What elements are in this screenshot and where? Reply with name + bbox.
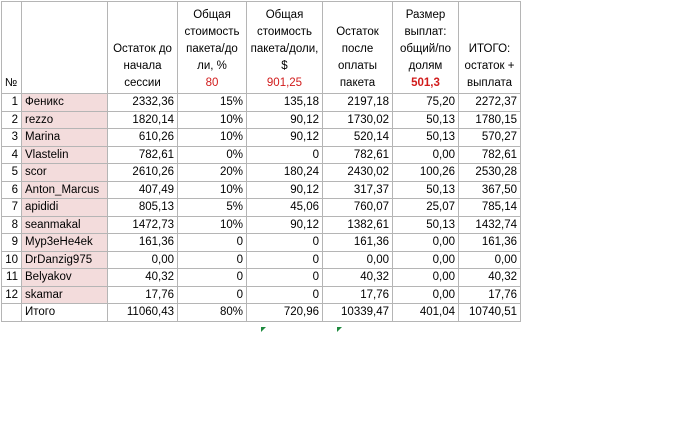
cell-share-percent[interactable]: 0 (178, 286, 247, 304)
cell-payout[interactable]: 0,00 (393, 269, 459, 287)
spreadsheet-table (1, 1, 521, 322)
header-payout[interactable] (393, 2, 459, 94)
cell-share-cost[interactable]: 90,12 (247, 129, 323, 147)
header-share-cost[interactable] (247, 2, 323, 94)
header-number[interactable]: № (2, 2, 22, 94)
header-share-cost-value: 901,25 (266, 77, 303, 89)
total-payout[interactable]: 401,04 (393, 304, 459, 322)
header-share-percent-value: 80 (205, 77, 219, 89)
cell-share-cost[interactable]: 90,12 (247, 216, 323, 234)
total-share-percent[interactable]: 80% (178, 304, 247, 322)
cell-number[interactable]: 2 (2, 111, 22, 129)
cell-number[interactable]: 10 (2, 251, 22, 269)
table-row (2, 164, 521, 182)
cell-payout[interactable]: 0,00 (393, 251, 459, 269)
cell-name[interactable]: Marina (22, 129, 108, 147)
cell-payout[interactable]: 50,13 (393, 129, 459, 147)
cell-balance-before[interactable]: 610,26 (108, 129, 178, 147)
cell-number[interactable] (2, 304, 22, 322)
header-balance-before[interactable]: Остаток до начала сессии (108, 2, 178, 94)
header-row (2, 2, 521, 94)
cell-payout[interactable]: 0,00 (393, 146, 459, 164)
cell-total[interactable]: 17,76 (459, 286, 521, 304)
cell-total[interactable]: 570,27 (459, 129, 521, 147)
cell-balance-before[interactable]: 1820,14 (108, 111, 178, 129)
cell-balance-before[interactable]: 2332,36 (108, 94, 178, 112)
cell-name[interactable]: DrDanzig975 (22, 251, 108, 269)
cell-share-cost[interactable]: 90,12 (247, 181, 323, 199)
cell-name[interactable]: skamar (22, 286, 108, 304)
cell-payout[interactable]: 0,00 (393, 286, 459, 304)
table-row (2, 216, 521, 234)
cell-number[interactable]: 6 (2, 181, 22, 199)
table-row (2, 234, 521, 252)
cell-share-percent[interactable]: 15% (178, 94, 247, 112)
table-row (2, 199, 521, 217)
cell-share-cost[interactable]: 135,18 (247, 94, 323, 112)
cell-total[interactable]: 367,50 (459, 181, 521, 199)
cell-number[interactable]: 9 (2, 234, 22, 252)
header-name[interactable] (22, 2, 108, 94)
total-total[interactable]: 10740,51 (459, 304, 521, 322)
table-row (2, 251, 521, 269)
cell-balance-after[interactable]: 2197,18 (323, 94, 393, 112)
cell-balance-after[interactable]: 317,37 (323, 181, 393, 199)
cell-share-cost[interactable]: 180,24 (247, 164, 323, 182)
cell-name[interactable]: Anton_Marcus (22, 181, 108, 199)
cell-balance-before[interactable]: 407,49 (108, 181, 178, 199)
cell-total[interactable]: 785,14 (459, 199, 521, 217)
cell-balance-after[interactable]: 1730,02 (323, 111, 393, 129)
cell-number[interactable]: 12 (2, 286, 22, 304)
table-row (2, 181, 521, 199)
cell-balance-after[interactable]: 1382,61 (323, 216, 393, 234)
cell-number[interactable]: 11 (2, 269, 22, 287)
header-share-cost-label: Общая стоимость пакета/доли, $ (250, 9, 319, 72)
cell-payout[interactable]: 0,00 (393, 234, 459, 252)
cell-total[interactable]: 2530,28 (459, 164, 521, 182)
cell-number[interactable]: 7 (2, 199, 22, 217)
cell-balance-after[interactable]: 2430,02 (323, 164, 393, 182)
header-share-percent[interactable] (178, 2, 247, 94)
cell-share-cost[interactable]: 0 (247, 234, 323, 252)
cell-total[interactable]: 1432,74 (459, 216, 521, 234)
cell-name[interactable]: seanmakal (22, 216, 108, 234)
table-row (2, 146, 521, 164)
cell-balance-before[interactable]: 1472,73 (108, 216, 178, 234)
cell-share-percent[interactable]: 10% (178, 181, 247, 199)
cell-payout[interactable]: 50,13 (393, 111, 459, 129)
cell-balance-before[interactable]: 17,76 (108, 286, 178, 304)
cell-share-percent[interactable]: 10% (178, 111, 247, 129)
cell-share-percent[interactable]: 0 (178, 234, 247, 252)
header-payout-label: Размер выплат: общий/по долям (399, 9, 452, 72)
cell-share-cost[interactable]: 0 (247, 251, 323, 269)
cell-payout[interactable]: 50,13 (393, 216, 459, 234)
table-row (2, 111, 521, 129)
total-row (2, 304, 521, 322)
cell-total[interactable]: 161,36 (459, 234, 521, 252)
cell-balance-before[interactable]: 805,13 (108, 199, 178, 217)
cell-balance-before[interactable]: 161,36 (108, 234, 178, 252)
cell-total[interactable]: 2272,37 (459, 94, 521, 112)
cell-share-cost[interactable]: 90,12 (247, 111, 323, 129)
cell-number[interactable]: 8 (2, 216, 22, 234)
cell-name[interactable]: Мур3еНе4ek (22, 234, 108, 252)
cell-share-percent[interactable]: 0 (178, 269, 247, 287)
cell-payout[interactable]: 75,20 (393, 94, 459, 112)
cell-name[interactable]: rezzo (22, 111, 108, 129)
cell-name[interactable]: scor (22, 164, 108, 182)
cell-number[interactable]: 1 (2, 94, 22, 112)
cell-total[interactable]: 782,61 (459, 146, 521, 164)
header-share-percent-label: Общая стоимость пакета/до ли, % (184, 9, 240, 72)
cell-share-percent[interactable]: 20% (178, 164, 247, 182)
cell-balance-before[interactable]: 2610,26 (108, 164, 178, 182)
cell-balance-before[interactable]: 782,61 (108, 146, 178, 164)
cell-share-cost[interactable]: 0 (247, 146, 323, 164)
cell-share-percent[interactable]: 5% (178, 199, 247, 217)
total-balance-after[interactable]: 10339,47 (323, 304, 393, 322)
cell-share-cost[interactable]: 0 (247, 286, 323, 304)
cell-name[interactable]: Belyakov (22, 269, 108, 287)
total-label[interactable]: Итого (22, 304, 108, 322)
cell-balance-after[interactable]: 40,32 (323, 269, 393, 287)
header-balance-after[interactable]: Остаток после оплаты пакета (323, 2, 393, 94)
cell-number[interactable]: 4 (2, 146, 22, 164)
cell-payout[interactable]: 50,13 (393, 181, 459, 199)
table-row (2, 286, 521, 304)
cell-name[interactable]: Феникс (22, 94, 108, 112)
cell-balance-after[interactable]: 760,07 (323, 199, 393, 217)
header-total[interactable]: ИТОГО: остаток + выплата (459, 2, 521, 94)
table-row (2, 269, 521, 287)
cell-name[interactable]: Vlastelin (22, 146, 108, 164)
header-payout-value: 501,3 (411, 77, 440, 89)
cell-balance-before[interactable]: 0,00 (108, 251, 178, 269)
cell-balance-after[interactable]: 782,61 (323, 146, 393, 164)
cell-share-percent[interactable]: 0 (178, 251, 247, 269)
table-row (2, 94, 521, 112)
cell-payout[interactable]: 100,26 (393, 164, 459, 182)
cell-balance-after[interactable]: 17,76 (323, 286, 393, 304)
cell-balance-after[interactable]: 0,00 (323, 251, 393, 269)
total-balance-before[interactable]: 11060,43 (108, 304, 178, 322)
cell-balance-before[interactable]: 40,32 (108, 269, 178, 287)
cell-share-percent[interactable]: 0% (178, 146, 247, 164)
cell-total[interactable]: 0,00 (459, 251, 521, 269)
cell-share-percent[interactable]: 10% (178, 129, 247, 147)
cell-name[interactable]: apididi (22, 199, 108, 217)
cell-share-cost[interactable]: 45,06 (247, 199, 323, 217)
cell-total[interactable]: 1780,15 (459, 111, 521, 129)
cell-number[interactable]: 5 (2, 164, 22, 182)
cell-balance-after[interactable]: 520,14 (323, 129, 393, 147)
cell-balance-after[interactable]: 161,36 (323, 234, 393, 252)
table-row (2, 129, 521, 147)
cell-number[interactable]: 3 (2, 129, 22, 147)
cell-share-cost[interactable]: 0 (247, 269, 323, 287)
comment-marker-icon (261, 327, 266, 332)
cell-share-percent[interactable]: 10% (178, 216, 247, 234)
cell-payout[interactable]: 25,07 (393, 199, 459, 217)
total-share-cost[interactable]: 720,96 (247, 304, 323, 322)
cell-total[interactable]: 40,32 (459, 269, 521, 287)
comment-marker-icon (337, 327, 342, 332)
